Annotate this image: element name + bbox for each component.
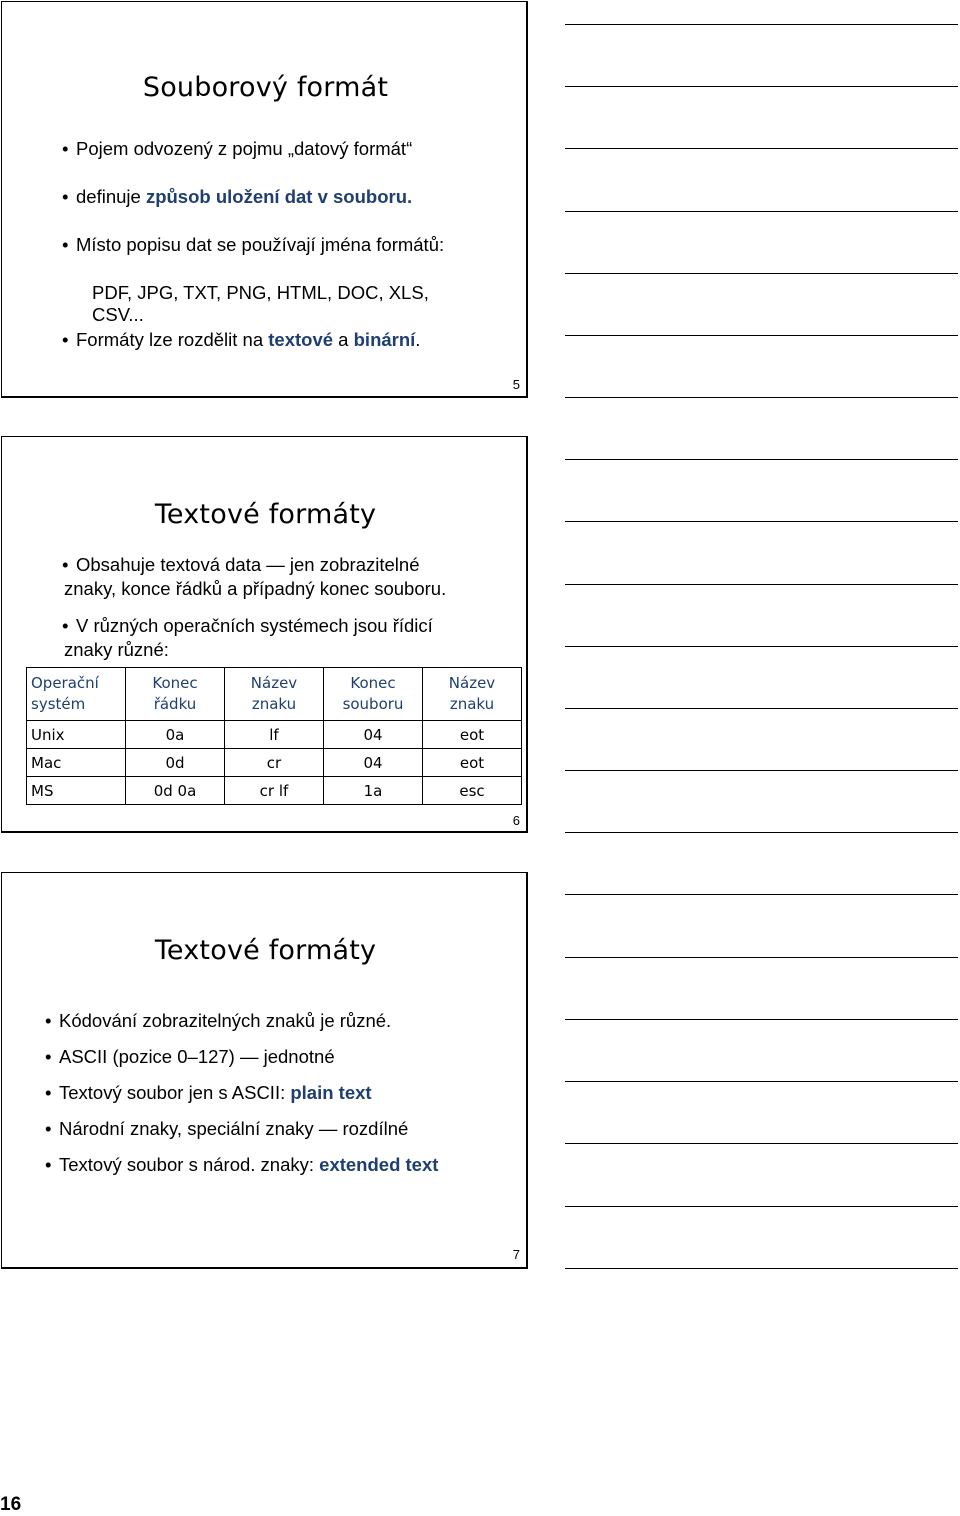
bullet-item: [62, 553, 446, 601]
table-cell: eot: [423, 749, 522, 777]
format-list: [92, 281, 429, 327]
table-cell: MS: [27, 777, 126, 805]
slide-title: Textové formáty: [154, 499, 377, 530]
table-row: [27, 749, 522, 777]
bullet-item: [45, 1045, 335, 1069]
bullet-item: [45, 1153, 438, 1177]
note-line: [565, 521, 958, 522]
table-row: [27, 721, 522, 749]
bullet-highlight: binární: [353, 329, 416, 350]
bullet-highlight: plain text: [290, 1082, 372, 1103]
table-cell: lf: [225, 721, 324, 749]
table-cell: 1a: [324, 777, 423, 805]
bullet-text: Národní znaky, speciální znaky — rozdílné: [59, 1118, 409, 1139]
table-header-row: [27, 668, 522, 721]
bullet-item: [45, 1081, 372, 1105]
bullet-text-line1: V různých operačních systémech jsou řídicí: [76, 615, 433, 636]
bullet-text: Textový soubor s národ. znaky:: [59, 1154, 320, 1175]
bullet-item: [45, 1009, 391, 1033]
bullet-icon: •: [62, 234, 69, 255]
slide-5: [1, 1, 528, 398]
note-line: [565, 708, 958, 709]
note-line: [565, 1081, 958, 1082]
column-header: Konec řádku: [126, 668, 225, 721]
bullet-text: .: [415, 329, 421, 350]
note-line: [565, 1143, 958, 1144]
bullet-text: Kódování zobrazitelných znaků je různé.: [59, 1010, 392, 1031]
note-line: [565, 894, 958, 895]
note-line: [565, 459, 958, 460]
table-cell: eot: [423, 721, 522, 749]
bullet-highlight: extended text: [319, 1154, 439, 1175]
bullet-text: Textový soubor jen s ASCII:: [59, 1082, 291, 1103]
column-header: Název znaku: [423, 668, 522, 721]
slide-title: Textové formáty: [154, 935, 377, 966]
table-cell: 0a: [126, 721, 225, 749]
bullet-highlight: způsob uložení dat v souboru.: [145, 186, 413, 207]
note-line: [565, 1268, 958, 1269]
format-list-line2: CSV...: [92, 304, 144, 325]
table-row: [27, 777, 522, 805]
bullet-icon: •: [62, 615, 69, 636]
slide-number: 5: [512, 377, 520, 392]
column-header: Konec souboru: [324, 668, 423, 721]
slide-6: [1, 436, 528, 833]
slide-7: [1, 872, 528, 1269]
table-cell: 04: [324, 721, 423, 749]
bullet-item: [62, 328, 420, 352]
bullet-item: [45, 1117, 408, 1141]
table-cell: 0d: [126, 749, 225, 777]
note-line: [565, 273, 958, 274]
bullet-text: Místo popisu dat se používají jména formátů:: [76, 234, 445, 255]
note-line: [565, 148, 958, 149]
bullet-text-line1: Obsahuje textová data — jen zobrazitelné: [76, 554, 420, 575]
note-line: [565, 1019, 958, 1020]
note-line: [565, 584, 958, 585]
note-line: [565, 211, 958, 212]
bullet-text: Pojem odvozený z pojmu „datový formát“: [76, 138, 413, 159]
bullet-item: [62, 614, 433, 662]
page-number: 16: [0, 1494, 22, 1515]
bullet-text-line2: znaky různé:: [64, 639, 169, 660]
bullet-text: Formáty lze rozdělit na: [76, 329, 269, 350]
bullet-icon: •: [62, 329, 69, 350]
bullet-text: ASCII (pozice 0–127) — jednotné: [59, 1046, 335, 1067]
control-chars-table: [26, 667, 522, 805]
bullet-text: a: [333, 329, 354, 350]
column-header: Operační systém: [27, 668, 126, 721]
note-line: [565, 957, 958, 958]
note-line: [565, 832, 958, 833]
table-cell: Unix: [27, 721, 126, 749]
bullet-icon: •: [45, 1046, 52, 1067]
slide-number: 7: [512, 1247, 520, 1262]
format-list-line1: PDF, JPG, TXT, PNG, HTML, DOC, XLS,: [92, 282, 429, 303]
bullet-icon: •: [45, 1154, 52, 1175]
table-cell: 0d 0a: [126, 777, 225, 805]
table-cell: Mac: [27, 749, 126, 777]
bullet-icon: •: [45, 1010, 52, 1031]
table-cell: cr lf: [225, 777, 324, 805]
column-header: Název znaku: [225, 668, 324, 721]
table-cell: cr: [225, 749, 324, 777]
note-line: [565, 86, 958, 87]
bullet-highlight: textové: [268, 329, 334, 350]
note-line: [565, 1206, 958, 1207]
note-line: [565, 397, 958, 398]
bullet-icon: •: [62, 186, 69, 207]
bullet-icon: •: [62, 554, 69, 575]
note-line: [565, 770, 958, 771]
bullet-icon: •: [45, 1082, 52, 1103]
note-line: [565, 24, 958, 25]
bullet-item: [62, 137, 412, 161]
table-cell: 04: [324, 749, 423, 777]
bullet-icon: •: [45, 1118, 52, 1139]
slide-number: 6: [512, 813, 520, 828]
bullet-text: definuje: [76, 186, 146, 207]
slide-title: Souborový formát: [142, 72, 389, 103]
bullet-text-line2: znaky, konce řádků a případný konec souboru.: [64, 578, 447, 599]
bullet-item: [62, 185, 412, 209]
bullet-item: [62, 233, 444, 257]
table-cell: esc: [423, 777, 522, 805]
bullet-icon: •: [62, 138, 69, 159]
note-line: [565, 646, 958, 647]
note-line: [565, 335, 958, 336]
